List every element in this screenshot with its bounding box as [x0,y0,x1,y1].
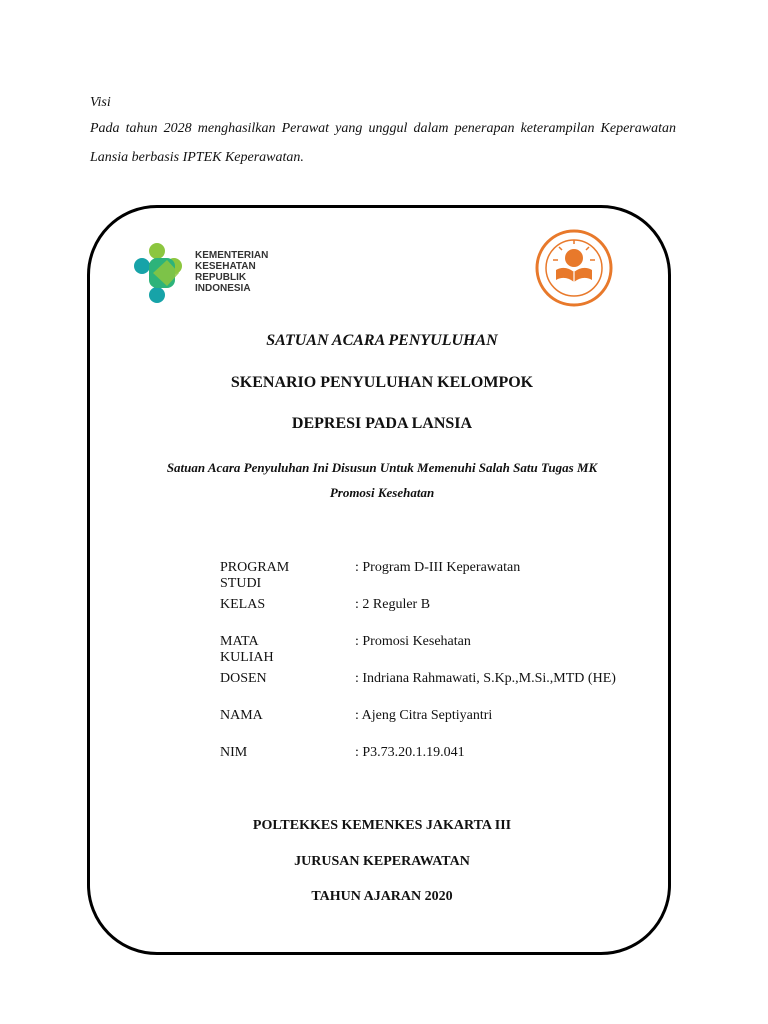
academic-year: TAHUN AJARAN 2020 [311,889,453,904]
scenario-title: SKENARIO PENYULUHAN KELOMPOK [230,374,534,391]
visi-text: Pada tahun 2028 menghasilkan Perawat yang unggul dalam penerapan keterampilan Keperawatan Lansia berbasis IPTEK Keperawatan. [90,121,676,165]
info-key: NAMA [220,708,263,723]
kemenkes-line-1: KEMENTERIAN [195,250,269,261]
kemenkes-line-4: INDONESIA [195,283,251,294]
kemenkes-logo-text [195,250,268,294]
cover-frame [87,205,671,955]
info-value: : Ajeng Citra Septiyantri [355,708,493,723]
document-title: SATUAN ACARA PENYULUHAN [266,332,498,349]
subtitle-line-1: Satuan Acara Penyuluhan Ini Disusun Untuk Memenuhi Salah Satu Tugas MK [166,460,598,475]
info-key: MATA KULIAH [220,634,274,665]
kemenkes-logo-icon [131,240,191,306]
kemenkes-line-2: KESEHATAN [195,261,256,272]
department-name: JURUSAN KEPERAWATAN [294,854,470,869]
info-value: : P3.73.20.1.19.041 [355,745,465,760]
info-value: : Program D-III Keperawatan [355,560,521,575]
kemenkes-logo [131,240,281,306]
info-key: NIM [220,745,248,760]
visi-label: Visi [90,95,111,110]
institution-name: POLTEKKES KEMENKES JAKARTA III [252,818,512,833]
subtitle-line-2: Promosi Kesehatan [329,485,435,500]
kemenkes-line-3: REPUBLIK [195,272,247,283]
poltekkes-seal [534,228,614,308]
info-key: KELAS [220,597,266,612]
topic-title: DEPRESI PADA LANSIA [291,415,473,432]
subtitle [90,455,674,505]
info-key: PROGRAM STUDI [220,560,290,591]
info-key: DOSEN [220,671,267,686]
info-value: : 2 Reguler B [355,597,431,612]
visi-section [90,92,676,172]
info-value: : Promosi Kesehatan [355,634,471,649]
info-value: : Indriana Rahmawati, S.Kp.,M.Si.,MTD (HE) [355,671,616,686]
poltekkes-jakarta-seal-icon [534,228,614,308]
